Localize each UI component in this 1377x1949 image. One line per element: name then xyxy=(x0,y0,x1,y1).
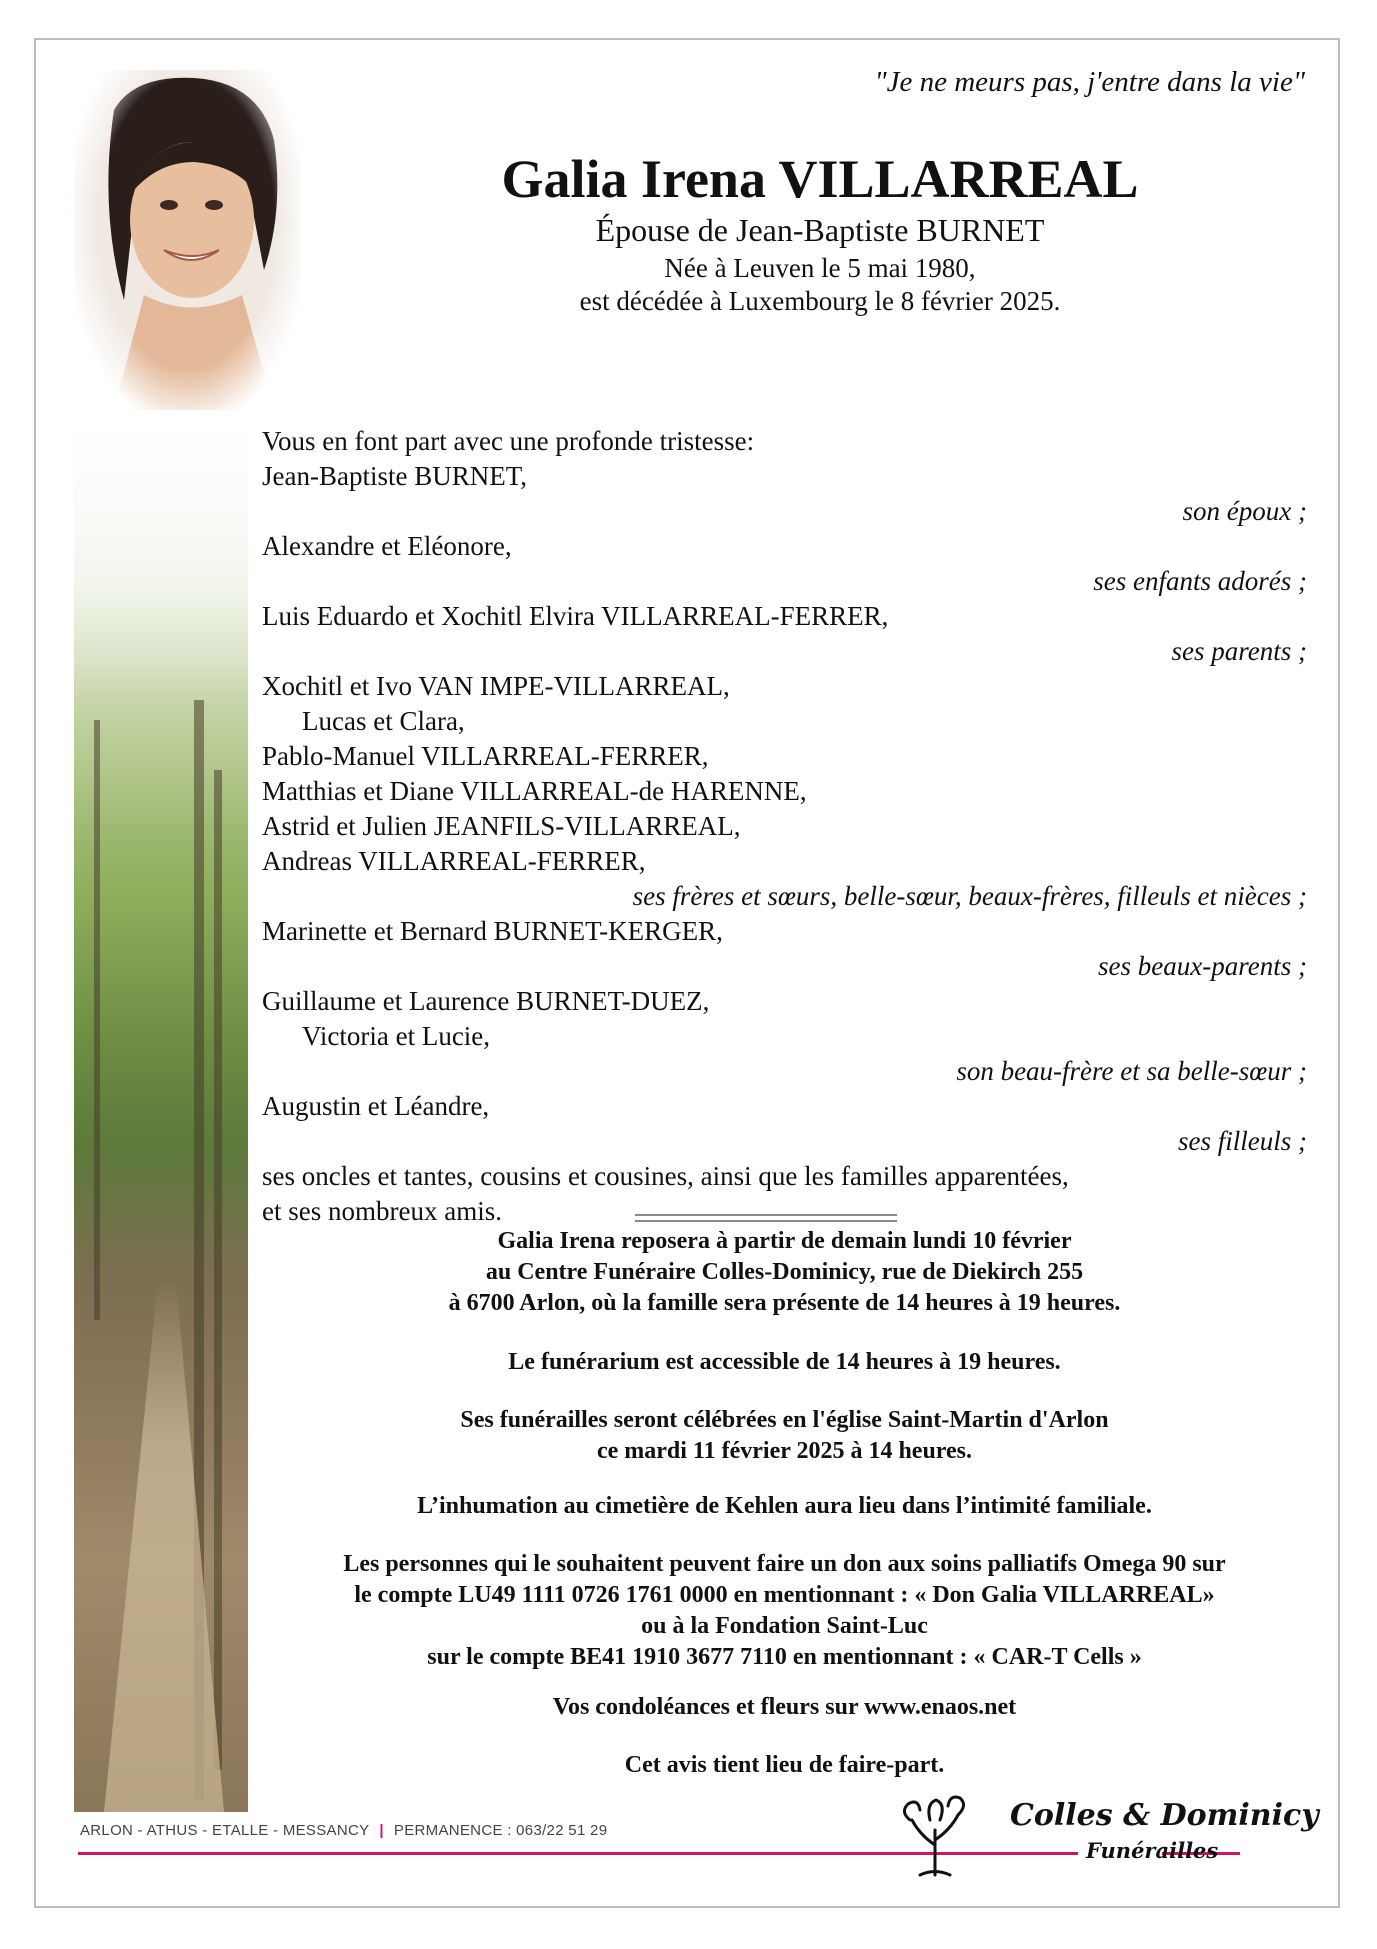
notice-line: sur le compte BE41 1910 3677 7110 en mentionnant : « CAR-T Cells » xyxy=(427,1644,1142,1670)
relation-label: ses enfants adorés ; xyxy=(1093,566,1307,596)
birth-line: Née à Leuven le 5 mai 1980, xyxy=(664,253,976,283)
notice-line: Galia Irena reposera à partir de demain lundi 10 février xyxy=(497,1228,1072,1254)
forest-path-image xyxy=(74,420,248,1812)
footer-permanence: PERMANENCE : 063/22 51 29 xyxy=(393,1822,608,1839)
footer-locations: ARLON - ATHUS - ETALLE - MESSANCY xyxy=(80,1822,370,1839)
notice-condoleances: Vos condoléances et fleurs sur www.enaos.net xyxy=(552,1694,1017,1720)
notice-faire-part: Cet avis tient lieu de faire-part. xyxy=(624,1752,945,1778)
notice-line: ce mardi 11 février 2025 à 14 heures. xyxy=(596,1438,973,1464)
brand-logo xyxy=(890,1790,1319,1880)
notice-line: au Centre Funéraire Colles-Dominicy, rue de Diekirch 255 xyxy=(485,1259,1084,1285)
tree-icon xyxy=(890,1790,980,1880)
notice-funerarium: Le funérarium est accessible de 14 heures à 19 heures. xyxy=(508,1349,1061,1375)
footer-separator: | xyxy=(379,1822,384,1839)
relation-label: son époux ; xyxy=(1182,496,1307,526)
family-line: Marinette et Bernard BURNET-KERGER, xyxy=(262,916,723,946)
portrait-photo xyxy=(74,70,300,410)
family-line: Lucas et Clara, xyxy=(302,706,465,736)
family-line: Jean-Baptiste BURNET, xyxy=(262,461,527,491)
notice-line: le compte LU49 1111 0726 1761 0000 en mentionnant : « Don Galia VILLARREAL» xyxy=(354,1582,1215,1608)
relation-label: ses parents ; xyxy=(1171,636,1307,666)
family-line: Astrid et Julien JEANFILS-VILLARREAL, xyxy=(262,811,741,841)
family-line: Vous en font part avec une profonde tristesse: xyxy=(262,426,755,456)
family-line: Luis Eduardo et Xochitl Elvira VILLARREAL-FERRER, xyxy=(262,601,889,631)
brand-subtitle: Funérailles xyxy=(1086,1838,1219,1863)
family-line: Matthias et Diane VILLARREAL-de HARENNE, xyxy=(262,776,807,806)
notice-funerailles xyxy=(262,1405,1307,1467)
death-line: est décédée à Luxembourg le 8 février 2025. xyxy=(579,286,1061,316)
family-line: Augustin et Léandre, xyxy=(262,1091,490,1121)
section-divider xyxy=(635,1214,897,1222)
family-line: et ses nombreux amis. xyxy=(262,1196,502,1226)
family-line: ses oncles et tantes, cousins et cousines, ainsi que les familles apparentées, xyxy=(262,1161,1069,1191)
family-line: Pablo-Manuel VILLARREAL-FERRER, xyxy=(262,741,709,771)
spouse-line: Épouse de Jean-Baptiste BURNET xyxy=(595,212,1045,248)
notice-line: ou à la Fondation Saint-Luc xyxy=(641,1613,928,1639)
family-line: Xochitl et Ivo VAN IMPE-VILLARREAL, xyxy=(262,671,730,701)
epitaph-quote: "Je ne meurs pas, j'entre dans la vie" xyxy=(874,66,1305,98)
notice-inhumation: L’inhumation au cimetière de Kehlen aura lieu dans l’intimité familiale. xyxy=(417,1493,1152,1519)
notice-reposera xyxy=(262,1226,1307,1319)
relation-label: ses filleuls ; xyxy=(1178,1126,1307,1156)
relation-label: ses frères et sœurs, belle-sœur, beaux-frères, filleuls et nièces ; xyxy=(632,881,1307,911)
family-list xyxy=(262,424,1307,1229)
family-line: Victoria et Lucie, xyxy=(302,1021,491,1051)
footer-contact xyxy=(80,1822,607,1839)
notice-line: Les personnes qui le souhaitent peuvent faire un don aux soins palliatifs Omega 90 sur xyxy=(343,1551,1226,1577)
notice-donation xyxy=(262,1549,1307,1673)
notice-line: Ses funérailles seront célébrées en l'église Saint-Martin d'Arlon xyxy=(460,1407,1109,1433)
relation-label: son beau-frère et sa belle-sœur ; xyxy=(956,1056,1307,1086)
notice-line: à 6700 Arlon, où la famille sera présente de 14 heures à 19 heures. xyxy=(448,1290,1121,1316)
family-line: Alexandre et Eléonore, xyxy=(262,531,512,561)
family-line: Guillaume et Laurence BURNET-DUEZ, xyxy=(262,986,710,1016)
family-line: Andreas VILLARREAL-FERRER, xyxy=(262,846,646,876)
deceased-name: Galia Irena VILLARREAL xyxy=(501,149,1139,209)
brand-name: Colles & Dominicy xyxy=(1010,1798,1319,1833)
relation-label: ses beaux-parents ; xyxy=(1098,951,1307,981)
